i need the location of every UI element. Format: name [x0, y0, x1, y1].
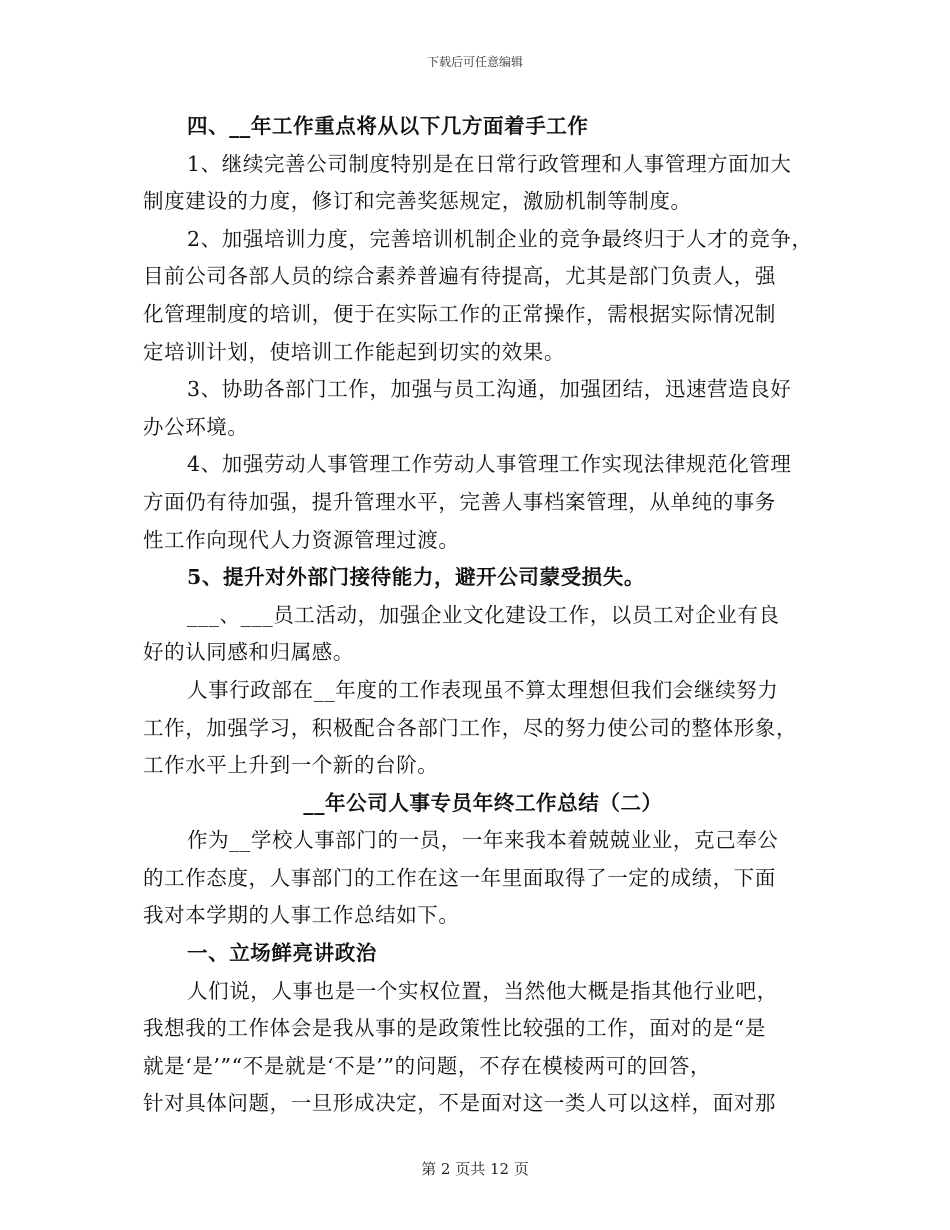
document-body — [143, 108, 823, 1123]
text-line: 好的认同感和归属感。 — [143, 640, 354, 665]
heading-line: 一、立场鲜亮讲政治 — [187, 941, 377, 966]
text-line: 作为__学校人事部门的一员，一年来我本着兢兢业业，克己奉公 — [187, 828, 779, 853]
text-line: 的工作态度，人事部门的工作在这一年里面取得了一定的成绩，下面 — [143, 865, 776, 890]
text-line: 定培训计划，使培训工作能起到切实的效果。 — [143, 339, 565, 364]
heading-line: __年公司人事专员年终工作总结（二） — [303, 790, 663, 815]
text-line: 我对本学期的人事工作总结如下。 — [143, 903, 460, 928]
text-line: 4、加强劳动人事管理工作劳动人事管理工作实现法律规范化管理 — [187, 452, 792, 477]
text-line: 针对具体问题，一旦形成决定，不是面对这一类人可以这样，面对那 — [143, 1091, 776, 1116]
text-line: 3、协助各部门工作，加强与员工沟通，加强团结，迅速营造良好 — [187, 377, 792, 402]
text-line: 人事行政部在__年度的工作表现虽不算太理想但我们会继续努力 — [187, 677, 779, 702]
text-line: 2、加强培训力度，完善培训机制企业的竞争最终归于人才的竞争， — [187, 226, 813, 251]
text-line: 目前公司各部人员的综合素养普遍有待提高，尤其是部门负责人，强 — [143, 264, 776, 289]
text-line: ___、___员工活动，加强企业文化建设工作，以员工对企业有良 — [187, 602, 780, 627]
text-line: 化管理制度的培训，便于在实际工作的正常操作，需根据实际情况制 — [143, 301, 776, 326]
page-footer: 第 2 页共 12 页 — [421, 1160, 529, 1178]
text-line: 1、继续完善公司制度特别是在日常行政管理和人事管理方面加大 — [187, 151, 792, 176]
text-line: 工作，加强学习，积极配合各部门工作，尽的努力使公司的整体形象， — [143, 715, 798, 740]
text-line: 性工作向现代人力资源管理过渡。 — [143, 527, 460, 552]
text-line: 我想我的工作体会是我从事的是政策性比较强的工作，面对的是“是 — [143, 1016, 766, 1041]
text-line: 制度建设的力度，修订和完善奖惩规定，激励机制等制度。 — [143, 189, 692, 214]
page-header: 下载后可任意编辑 — [426, 55, 523, 69]
heading-line: 四、__年工作重点将从以下几方面着手工作 — [187, 114, 589, 138]
text-line: 方面仍有待加强，提升管理水平，完善人事档案管理，从单纯的事务 — [143, 489, 776, 514]
heading-line: 5、提升对外部门接待能力，避开公司蒙受损失。 — [187, 565, 645, 590]
text-line: 工作水平上升到一个新的台阶。 — [143, 753, 439, 778]
text-line: 人们说，人事也是一个实权位置，当然他大概是指其他行业吧， — [187, 978, 778, 1003]
text-line: 就是‘是’”“不是就是‘不是’”的问题，不存在模棱两可的回答， — [143, 1053, 712, 1078]
text-line: 办公环境。 — [143, 414, 249, 439]
